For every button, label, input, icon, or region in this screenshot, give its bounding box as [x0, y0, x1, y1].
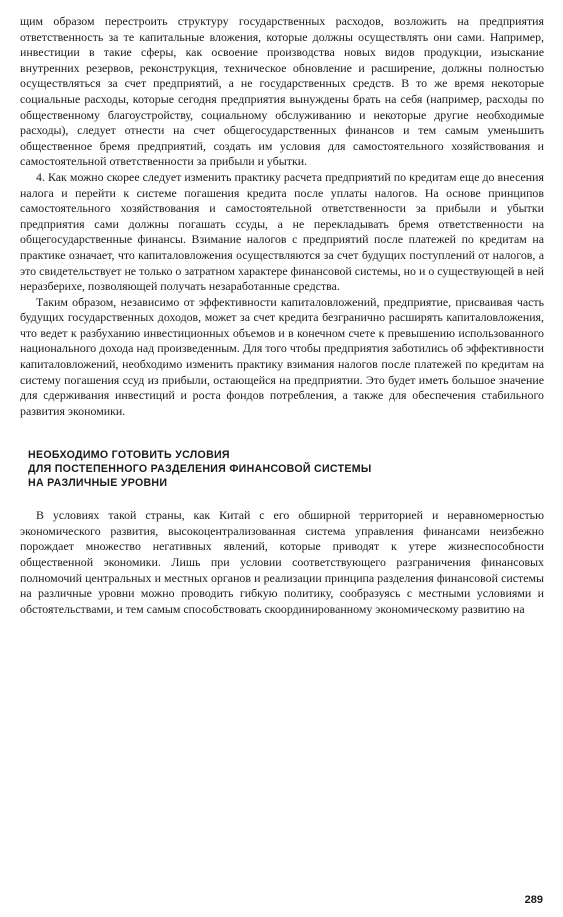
paragraph-point-4: 4. Как можно скорее следует изменить практику расчета предприятий по кредитам еще до внесения налога и перейти к системе погашения кредита после уплаты налогов. На основе принципов самостоятельного хозяйствования и самостоятельной ответственности за прибыли и убытки предприятия сами должны погашать ссуды, а не перекладывать бремя ответственности на общегосударственные финансы. Взимание налогов с предприятий после платежей по кредитам на практике означает, что капиталовложения осуществляются за счет будущих поступлений от налогов, а это свидетельствует не только о затратном характере финансовой системы, но и о существующей в ней неразберихе, позволяющей получать незаработанные средства. [20, 169, 544, 294]
paragraph-continued: щим образом перестроить структуру государственных расходов, возложить на предприятия ответственность за те капитальные вложения, которые должны осуществлять они сами. Например, инвестиции в такие сферы, как освоение производства новых видов продукции, изыскание внутренних резервов, реконструкция, техническое обновление и расширение, должны полностью осуществляться за счет предприятий, а не государственных средств. В то же время некоторые социальные расходы, которые сегодня предприятия вынуждены брать на себя (например, расходы по общественному благоустройству, социальному обслуживанию и некоторые другие необходимые расходы), следует отнести на счет общегосударственных финансов и тем самым уменьшить общественное бремя предприятий, создать им условия для самостоятельного хозяйствования и самостоятельной ответственности за прибыли и убытки. [20, 14, 544, 169]
paragraph-section-body: В условиях такой страны, как Китай с его обширной территорией и неравномерностью экономического развития, высокоцентрализованная система управления финансами неизбежно порождает множество негативных явлений, которые приводят к утере жизнеспособности общественной экономики. Лишь при условии соответствующего разграничения финансовых полномочий центральных и местных органов и реализации принципа разделения финансовой системы на различные уровни можно проводить гибкую политику, сообразуясь с местными условиями и обстоятельствами, и тем самым способствовать скоординированному экономическому развитию на [20, 508, 544, 616]
paragraph-conclusion: Таким образом, независимо от эффективности капиталовложений, предприятие, присваивая часть будущих государственных доходов, может за счет кредита безгранично расширять капиталовложения, что ведет к разбуханию инвестиционных объемов и в конечном счете к превышению использованного национального дохода над произведенным. Для того чтобы предприятия заботились об эффективности капиталовложений, необходимо изменить практику взимания налогов после платежей по кредитам на систему погашения ссуд из прибыли, остающейся на предприятии. Это будет иметь большое значение для сдерживания инвестиций и роста фондов потребления, а также для обеспечения стабильного развития экономики. [20, 294, 544, 418]
heading-line-3: НА РАЗЛИЧНЫЕ УРОВНИ [28, 476, 168, 489]
section-spacer [20, 419, 544, 449]
section-heading [28, 449, 544, 490]
heading-spacer [20, 490, 544, 508]
document-page [20, 14, 544, 617]
heading-line-2: ДЛЯ ПОСТЕПЕННОГО РАЗДЕЛЕНИЯ ФИНАНСОВОЙ СИСТЕМЫ [28, 463, 372, 476]
page-number: 289 [524, 894, 543, 906]
heading-line-1: НЕОБХОДИМО ГОТОВИТЬ УСЛОВИЯ [28, 449, 230, 462]
